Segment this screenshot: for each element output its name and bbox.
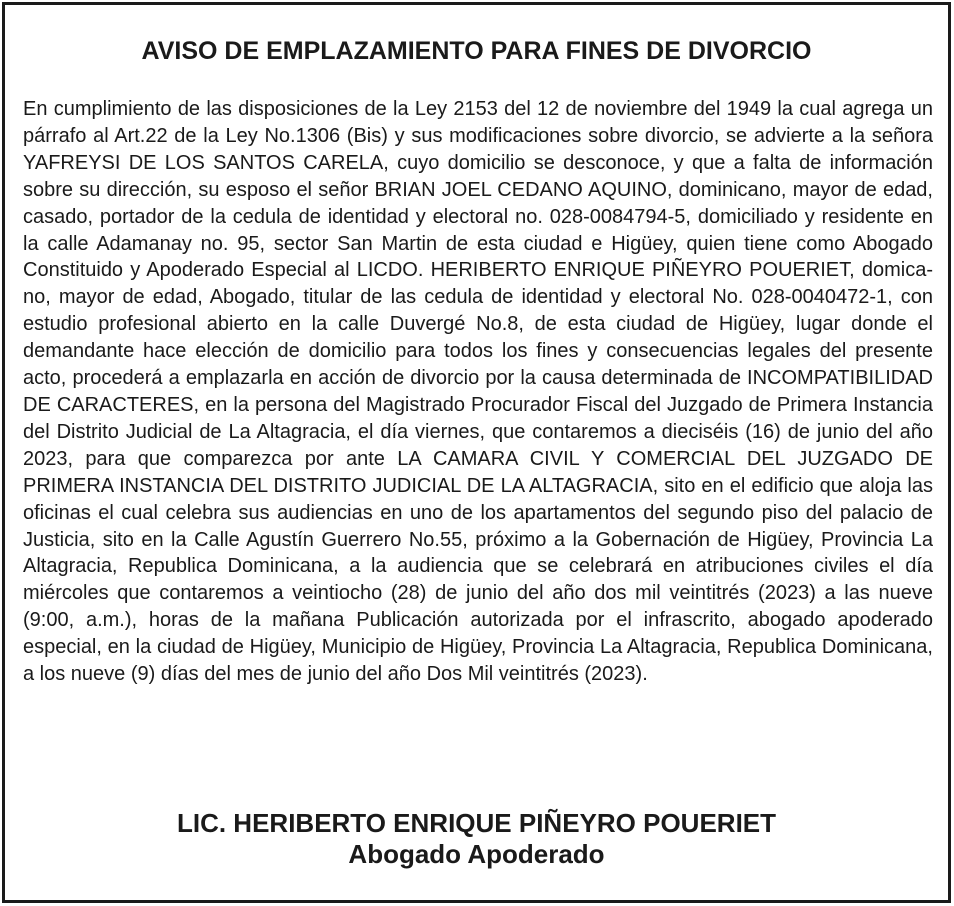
notice-body-paragraph: En cumplimiento de las disposiciones de la Ley 2153 del 12 de noviembre del 1949 la cual agrega un párrafo al Art.22 de la Ley No.1306 (Bis) y sus modificaciones sobre divorcio, se advierte a la señora YAFREYSI DE LOS SANTOS CARELA, cuyo domicilio se desconoce, y que a falta de información sobre su dirección, su esposo el señor BRIAN JOEL CEDANO AQUINO, dominicano, mayor de edad, casado, portador de la cedula de identidad y electoral no. 028-0084794-5, domiciliado y residente en la calle Adamanay no. 95, sector San Martin de esta ciudad e Higüey, quien tiene como Abogado Constituido y Apoderado Especial al LICDO. HERIBERTO ENRIQUE PIÑEYRO POUERIET, domicano, mayor de edad, Abogado, titular de las cedula de identidad y electoral No. 028-0040472-1, con estudio profesional abierto en la calle Duvergé No.8, de esta ciudad de Higüey, lugar donde el demandante hace elección de domicilio para todos los fines y consecuencias legales del presente acto, procederá a emplazarla en acción de divorcio por la causa determinada de INCOMPATIBILIDAD DE CARACTERES, en la persona del Magistrado Procurador Fiscal del Juzgado de Primera Instancia del Distrito Judicial de La Altagracia, el día viernes, que contaremos a dieciséis (16) de junio del año 2023, para que comparezca por ante LA CAMARA CIVIL Y COMERCIAL DEL JUZGADO DE PRIMERA INSTANCIA DEL DISTRITO JUDICIAL DE LA ALTAGRACIA, sito en el edificio que aloja las oficinas el cual celebra sus audiencias en uno de los apartamentos del segundo piso del palacio de Justicia, sito en la Calle Agustín Guerrero No.55, próximo a la Gobernación de Higüey, Provincia La Altagracia, Republica Dominicana, a la audiencia que se celebrará en atribuciones civiles el día miércoles que contaremos a veintiocho (28) de junio del año dos mil veintitrés (2023) a las nueve (9:00, a.m.), horas de la mañana Publicación autorizada por el infrascrito, abogado apoderado especial, en la ciudad de Higüey, Municipio de Higüey, Provincia La Altagracia, Republica Dominicana, a los nueve (9) días del mes de junio del año Dos Mil veintitrés (2023). [23,98,933,686]
signature-role: Abogado Apoderado [348,839,605,869]
signature-name: LIC. HERIBERTO ENRIQUE PIÑEYRO POUERIET [176,808,777,838]
notice-frame [2,2,951,903]
notice-title: AVISO DE EMPLAZAMIENTO PARA FINES DE DIVORCIO [141,37,812,65]
signature-block [5,807,948,869]
